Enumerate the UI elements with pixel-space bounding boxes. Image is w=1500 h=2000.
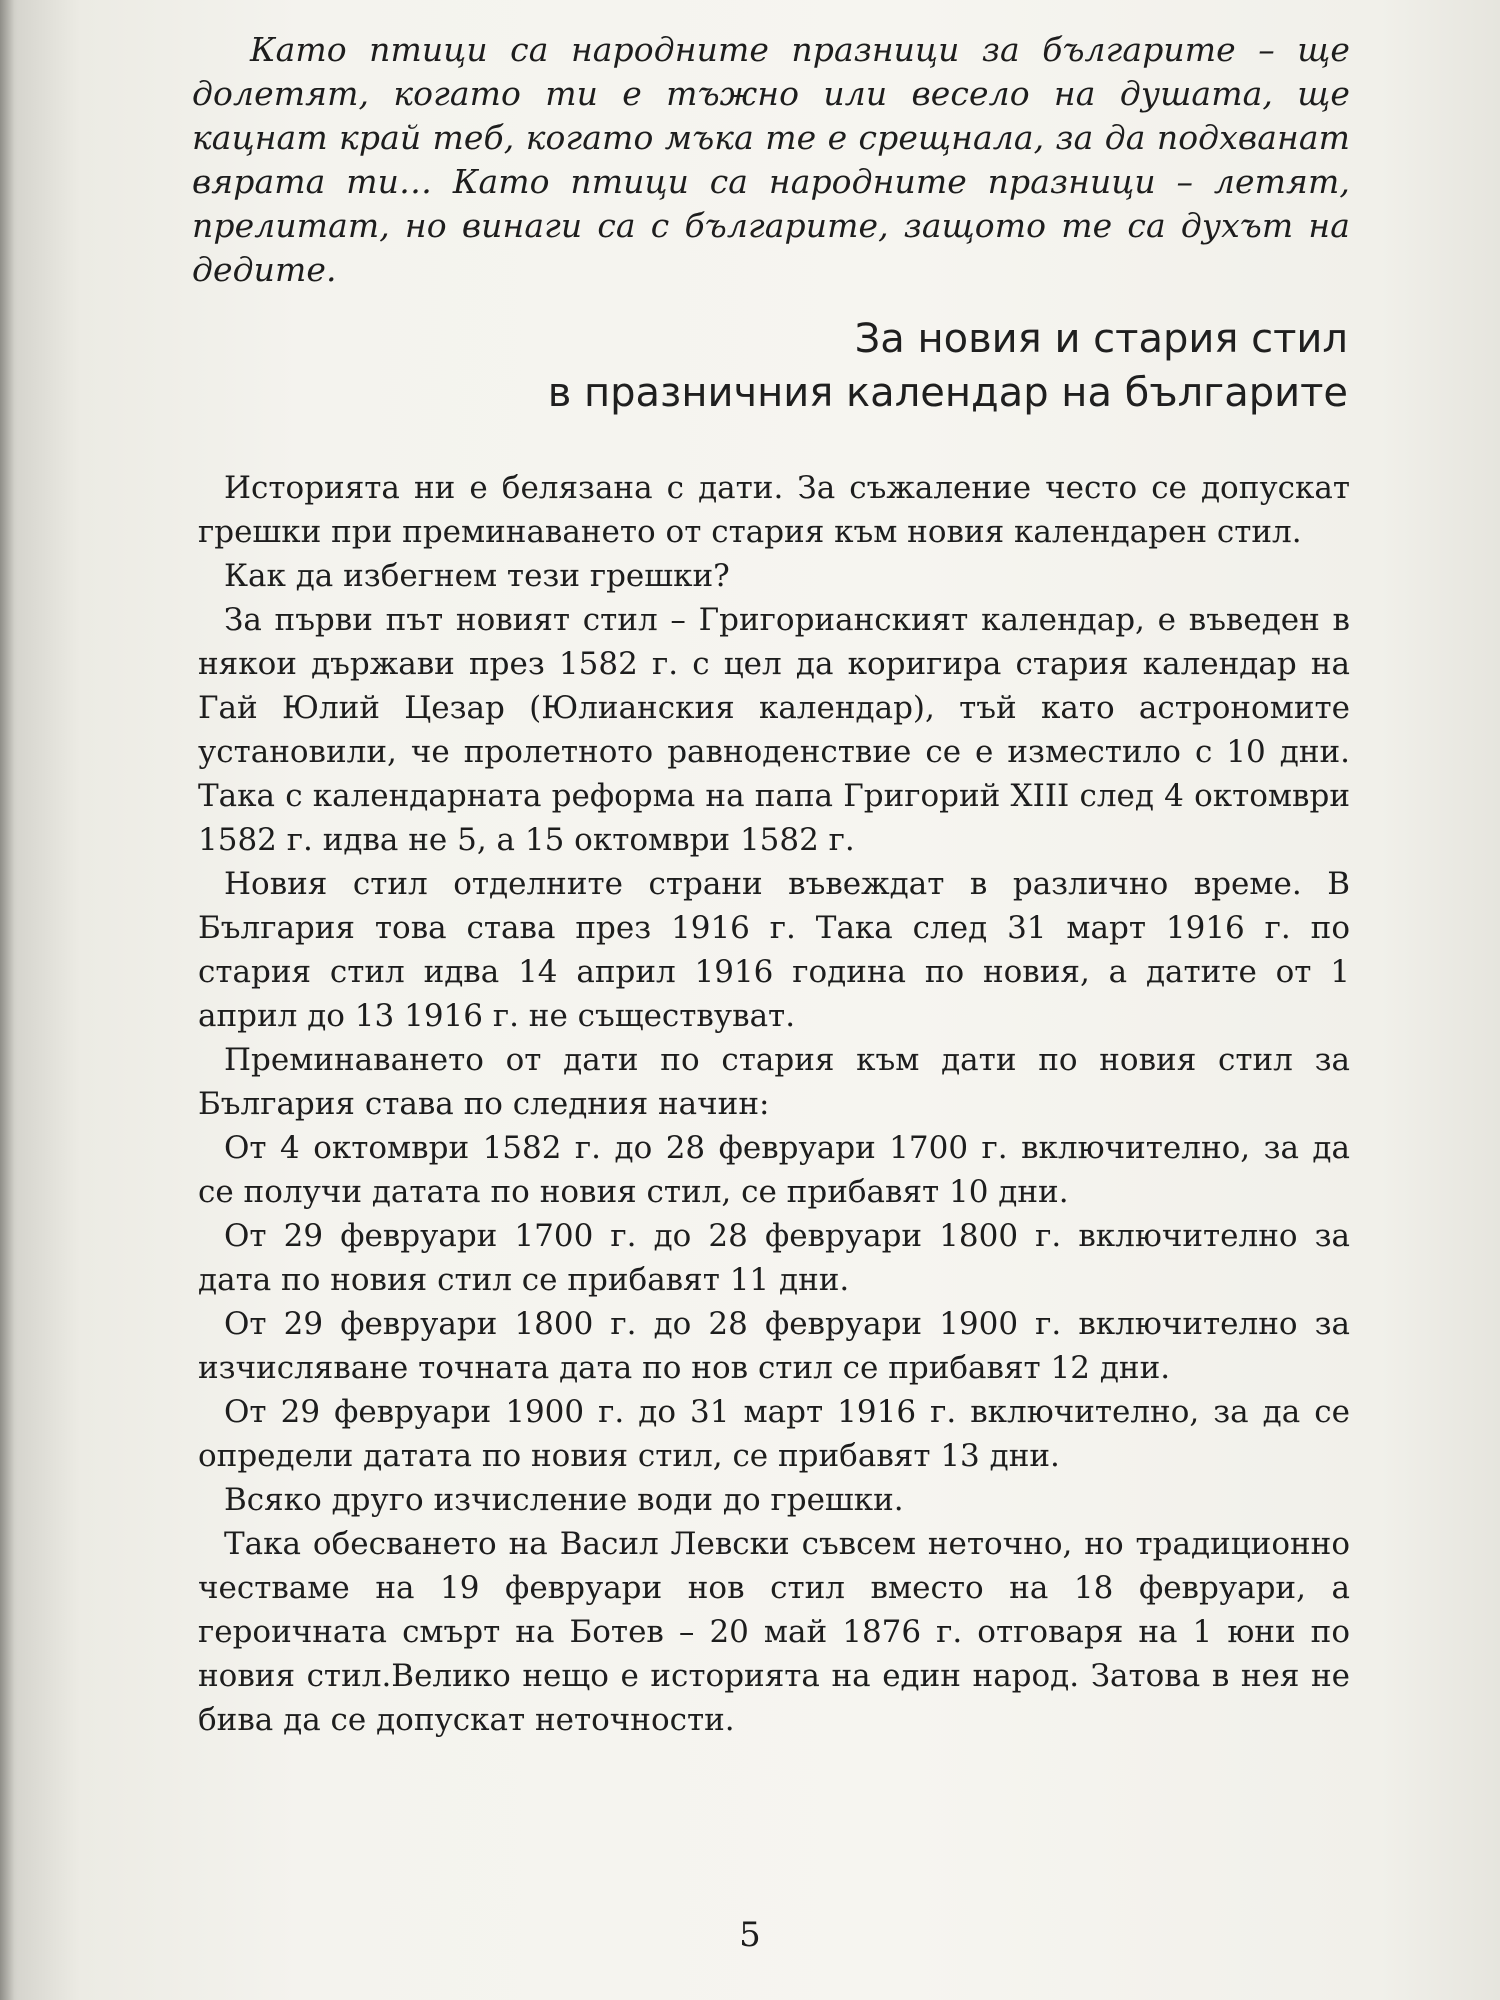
paragraph: Преминаването от дати по стария към дати по новия стил за България става по следния начин: bbox=[198, 1042, 1350, 1122]
paragraph: Историята ни е белязана с дати. За съжаление често се допускат грешки при преминаването от стария към новия календарен стил. bbox=[198, 470, 1350, 550]
heading-line-1: За новия и стария стил bbox=[854, 316, 1348, 362]
paragraph: Всяко друго изчисление води до грешки. bbox=[224, 1482, 904, 1518]
paragraph: От 4 октомври 1582 г. до 28 февруари 1700 г. включително, за да се получи датата по новия стил, се прибавят 10 дни. bbox=[198, 1130, 1350, 1210]
page-number: 5 bbox=[739, 1915, 761, 1955]
paragraph: Новия стил отделните страни въвеждат в различно време. В България това става през 1916 г. Така след 31 март 1916 г. по стария стил идва 14 април 1916 година по новия, а датите от 1 април до 13 1916 г. не съществуват. bbox=[198, 866, 1350, 1034]
intro-paragraph: Като птици са народните празници за българите – ще долетят, когато ти е тъжно или весело на душата, ще кацнат край теб, когато мъка те е срещнала, за да подхванат вярата ти… Като птици са народните празници – летят, прелитат, но винаги са с българите, защото те са духът на дедите. bbox=[192, 30, 1350, 289]
paragraph: Как да избегнем тези грешки? bbox=[224, 558, 730, 594]
paragraph: От 29 февруари 1800 г. до 28 февруари 1900 г. включително за изчисляване точната дата по нов стил се прибавят 12 дни. bbox=[198, 1306, 1350, 1386]
section-heading bbox=[380, 312, 1348, 420]
body-text bbox=[198, 466, 1350, 1742]
book-spine-shadow bbox=[0, 0, 14, 2000]
paragraph: Така обесването на Васил Левски съвсем неточно, но традиционно честваме на 19 февруари нов стил вместо на 18 февруари, а героичната смърт на Ботев – 20 май 1876 г. отговаря на 1 юни по новия стил.Велико нещо е историята на един народ. Затова в нея не бива да се допускат неточности. bbox=[198, 1526, 1350, 1738]
paragraph: За първи път новият стил – Григорианският календар, е въведен в някои държави през 1582 г. с цел да коригира стария календар на Гай Юлий Цезар (Юлианския календар), тъй като астрономите установили, че пролетното равноденствие се е изместило с 10 дни. Така с календарната реформа на папа Григорий XIII след 4 октомври 1582 г. идва не 5, а 15 октомври 1582 г. bbox=[198, 602, 1350, 858]
paragraph: От 29 февруари 1700 г. до 28 февруари 1800 г. включително за дата по новия стил се прибавят 11 дни. bbox=[198, 1218, 1350, 1298]
heading-line-2: в празничния календар на българите bbox=[547, 370, 1348, 416]
paragraph: От 29 февруари 1900 г. до 31 март 1916 г. включително, за да се определи датата по новия стил, се прибавят 13 дни. bbox=[198, 1394, 1350, 1474]
